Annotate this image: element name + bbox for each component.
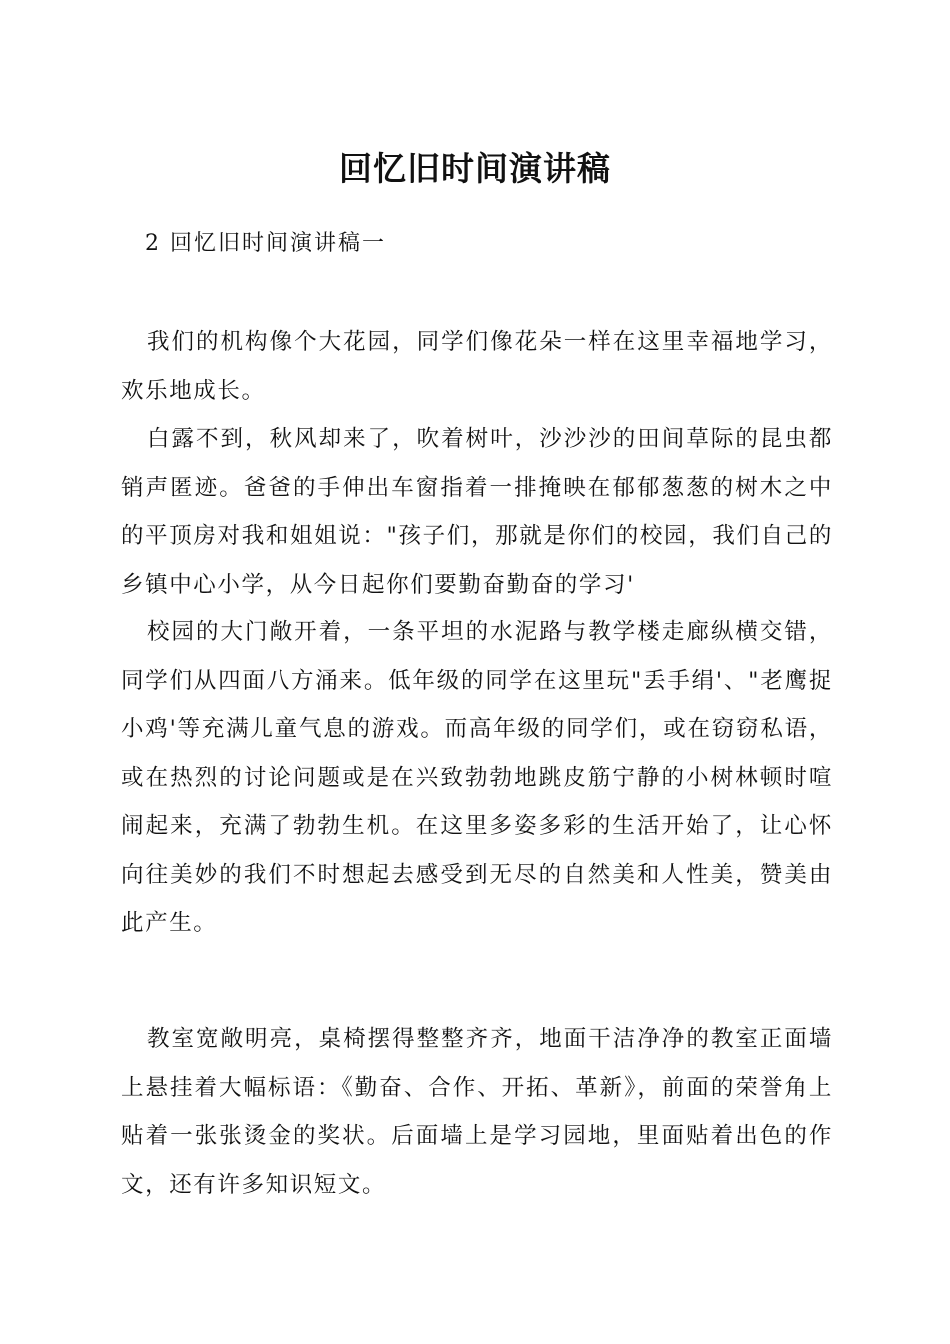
paragraph: 我们的机构像个大花园，同学们像花朵一样在这里幸福地学习，欢乐地成长。 <box>121 329 833 404</box>
document-title: 回忆旧时间演讲稿 <box>339 149 611 188</box>
paragraph: 校园的大门敞开着，一条平坦的水泥路与教学楼走廊纵横交错，同学们从四面八方涌来。低年级的同学在这里玩"丢手绢'、"老鹰捉小鸡'等充满儿童气息的游戏。而高年级的同学们，或在窃窃私语，或在热烈的讨论问题或是在兴致勃勃地跳皮筋宁静的小树林顿时喧闹起来，充满了勃勃生机。在这里多姿多彩的生活开始了，让心怀向往美妙的我们不时想起去感受到无尽的自然美和人性美，赞美由此产生。 <box>121 619 833 936</box>
document-subtitle: 2 回忆旧时间演讲稿一 <box>145 231 386 256</box>
paragraph: 白露不到，秋风却来了，吹着树叶，沙沙沙的田间草际的昆虫都销声匿迹。爸爸的手伸出车窗指着一排掩映在郁郁葱葱的树木之中的平顶房对我和姐姐说："孩子们，那就是你们的校园，我们自己的乡镇中心小学，从今日起你们要勤奋勤奋的学习' <box>121 426 833 598</box>
paragraph: 教室宽敞明亮，桌椅摆得整整齐齐，地面干洁净净的教室正面墙上悬挂着大幅标语：《勤奋、合作、开拓、革新》，前面的荣誉角上贴着一张张烫金的奖状。后面墙上是学习园地，里面贴着出色的作文，还有许多知识短文。 <box>121 1026 833 1198</box>
